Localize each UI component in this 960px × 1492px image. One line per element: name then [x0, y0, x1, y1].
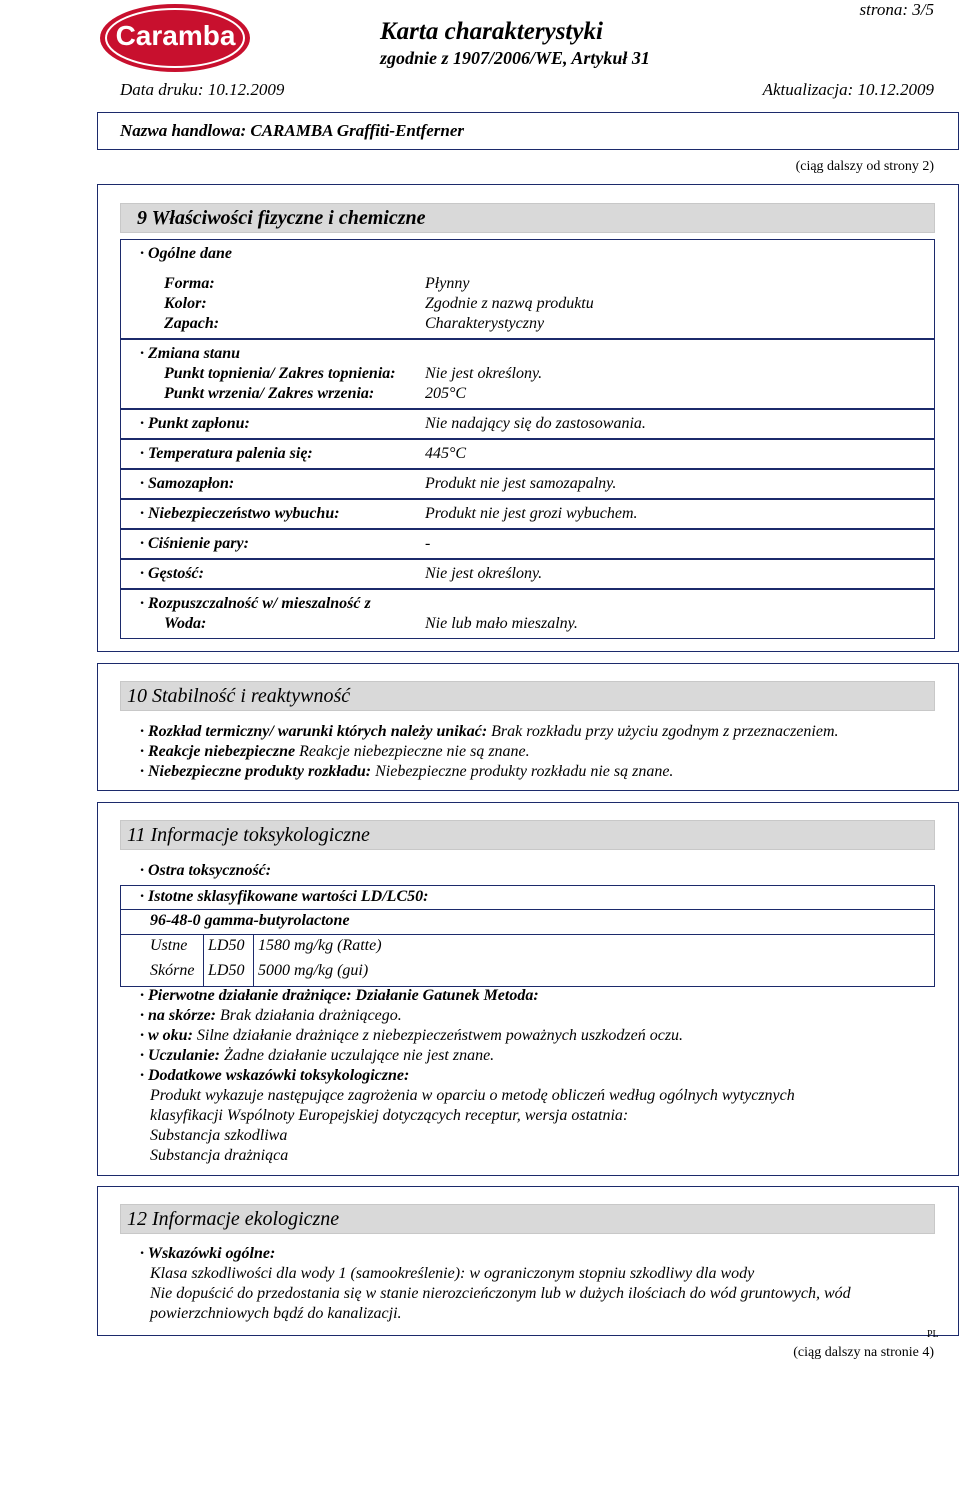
density-label: · Gęstość:	[140, 565, 204, 582]
ignition-temp-label: · Temperatura palenia się:	[140, 445, 313, 462]
substance-name: 96-48-0 gamma-butyrolactone	[150, 912, 350, 929]
dangerous-reactions: · Reakcje niebezpieczne Reakcje niebezpieczne nie są znane.	[140, 743, 530, 760]
ld50-label: · Istotne sklasyfikowane wartości LD/LC50:	[140, 888, 429, 905]
ld50-type: LD50	[208, 962, 245, 979]
hazard-irritant: Substancja drażniąca	[150, 1147, 289, 1164]
odor-label: Zapach:	[164, 315, 220, 332]
page-number: strona: 3/5	[859, 0, 934, 19]
section-9-title: 9 Właściwości fizyczne i chemiczne	[120, 203, 935, 233]
ld50-route: Skórne	[150, 962, 195, 979]
self-ignition-label: · Samozapłon:	[140, 475, 235, 492]
section-10-title: 10 Stabilność i reaktywność	[120, 681, 935, 711]
ld50-route: Ustne	[150, 937, 188, 954]
trade-name-box	[97, 112, 959, 150]
primary-irritation: · Pierwotne działanie drażniące: Działanie Gatunek Metoda:	[140, 987, 539, 1004]
sensitization: · Uczulanie: Żadne działanie uczulające nie jest znane.	[140, 1047, 495, 1064]
flash-point-label: · Punkt zapłonu:	[140, 415, 250, 432]
continued-from: (ciąg dalszy od strony 2)	[795, 159, 934, 174]
print-date: Data druku: 10.12.2009	[120, 80, 285, 99]
boiling-point-label: Punkt wrzenia/ Zakres wrzenia:	[164, 385, 375, 402]
solubility-label: · Rozpuszczalność w/ mieszalność z	[140, 595, 371, 612]
continued-to: (ciąg dalszy na stronie 4)	[793, 1345, 934, 1360]
melting-point-label: Punkt topnienia/ Zakres topnienia:	[164, 365, 396, 382]
ignition-temp-value: 445°C	[425, 445, 467, 462]
ld50-divider	[121, 909, 934, 910]
general-notes-label: · Wskazówki ogólne:	[140, 1245, 276, 1262]
water-label: Woda:	[164, 615, 207, 632]
form-value: Płynny	[425, 275, 470, 292]
color-value: Zgodnie z nazwą produktu	[425, 295, 594, 312]
eco-text: Nie dopuścić do przedostania się w stanie nierozcieńczonym lub w dużych ilościach do wód gruntowych, wód	[150, 1285, 851, 1302]
vapor-pressure-value: -	[425, 535, 431, 552]
decomposition-products: · Niebezpieczne produkty rozkładu: Niebezpieczne produkty rozkładu nie są znane.	[140, 763, 674, 780]
additional-tox-label: · Dodatkowe wskazówki toksykologiczne:	[140, 1067, 410, 1084]
trade-name: Nazwa handlowa: CARAMBA Graffiti-Entferner	[120, 121, 465, 140]
state-change-label: · Zmiana stanu	[140, 345, 241, 362]
ld50-value: 5000 mg/kg (gui)	[258, 962, 369, 979]
general-data-label: · Ogólne dane	[140, 245, 232, 262]
hazard-harmful: Substancja szkodliwa	[150, 1127, 288, 1144]
ld50-value: 1580 mg/kg (Ratte)	[258, 937, 382, 954]
document-title: Karta charakterystyki	[380, 18, 603, 45]
section-11-title: 11 Informacje toksykologiczne	[120, 820, 935, 850]
explosion-label: · Niebezpieczeństwo wybuchu:	[140, 505, 340, 522]
form-label: Forma:	[164, 275, 215, 292]
ld50-col-line-2	[253, 934, 254, 986]
section-12-title: 12 Informacje ekologiczne	[120, 1204, 935, 1234]
document-subtitle: zgodnie z 1907/2006/WE, Artykuł 31	[380, 48, 650, 68]
ld50-col-line-1	[203, 934, 204, 986]
vapor-pressure-label: · Ciśnienie pary:	[140, 535, 249, 552]
water-hazard-class: Klasa szkodliwości dla wody 1 (samookreślenie): w ograniczonym stopniu szkodliwy dla wody	[150, 1265, 755, 1282]
color-label: Kolor:	[164, 295, 207, 312]
thermal-decomposition: · Rozkład termiczny/ warunki których należy unikać: Brak rozkładu przy użyciu zgodnym z przeznaczeniem.	[140, 723, 839, 740]
melting-point-value: Nie jest określony.	[425, 365, 543, 382]
boiling-point-value: 205°C	[425, 385, 467, 402]
additional-tox-text: klasyfikacji Wspólnoty Europejskiej dotyczących receptur, wersja ostatnia:	[150, 1107, 629, 1124]
language-code: PL	[927, 1329, 939, 1340]
skin-effect: · na skórze: Brak działania drażniącego.	[140, 1007, 402, 1024]
caramba-logo	[98, 2, 253, 74]
ld50-type: LD50	[208, 937, 245, 954]
acute-toxicity-label: · Ostra toksyczność:	[140, 862, 272, 879]
logo-text: Caramba	[115, 20, 236, 51]
ld50-table-top	[121, 934, 934, 935]
flash-point-value: Nie nadający się do zastosowania.	[425, 415, 646, 432]
density-value: Nie jest określony.	[425, 565, 543, 582]
self-ignition-value: Produkt nie jest samozapalny.	[425, 475, 617, 492]
update-date: Aktualizacja: 10.12.2009	[762, 80, 934, 99]
additional-tox-text: Produkt wykazuje następujące zagrożenia w oparciu o metodę obliczeń według ogólnych wytycznych	[150, 1087, 795, 1104]
odor-value: Charakterystyczny	[425, 315, 545, 332]
eye-effect: · w oku: Silne działanie drażniące z niebezpieczeństwem poważnych uszkodzeń oczu.	[140, 1027, 684, 1044]
water-value: Nie lub mało mieszalny.	[425, 615, 578, 632]
explosion-value: Produkt nie jest grozi wybuchem.	[425, 505, 638, 522]
eco-text: powierzchniowych bądź do kanalizacji.	[150, 1305, 402, 1322]
